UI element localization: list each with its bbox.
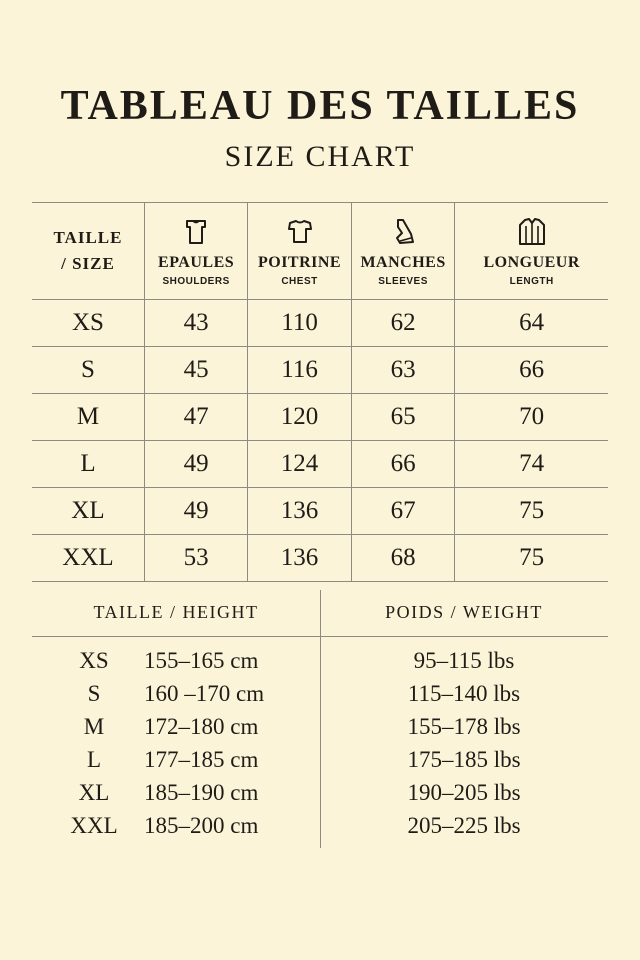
- shoulders-cell: 49: [144, 488, 247, 535]
- sleeves-column-header: [351, 203, 455, 300]
- chest-label-fr: POITRINE: [257, 253, 342, 271]
- sleeves-label-en: SLEEVES: [378, 275, 428, 287]
- table-row: [32, 300, 608, 347]
- size-header-line2: / SIZE: [61, 254, 115, 273]
- shoulders-column-header: [144, 203, 247, 300]
- chest-cell: 120: [248, 394, 352, 441]
- height-range: 185–190 cm: [144, 780, 259, 805]
- length-cell: 75: [455, 535, 608, 582]
- page-title: TABLEAU DES TAILLES: [60, 83, 580, 129]
- shoulders-cell: 43: [144, 300, 247, 347]
- weight-range: 155–178 lbs: [407, 714, 521, 739]
- page-subtitle: SIZE CHART: [224, 140, 416, 173]
- shoulders-cell: 45: [144, 347, 247, 394]
- shoulders-label-en: SHOULDERS: [162, 275, 230, 287]
- size-cell: L: [32, 441, 144, 488]
- jacket-length-icon: [516, 216, 548, 248]
- weight-range: 205–225 lbs: [407, 813, 521, 838]
- chest-column-header: [248, 203, 352, 300]
- weight-range: 190–205 lbs: [407, 780, 521, 805]
- tshirt-chest-icon: [284, 216, 316, 248]
- table-header-row: [32, 203, 608, 300]
- table-row: [32, 488, 608, 535]
- hw-size-label: XS: [79, 648, 109, 673]
- sleeves-cell: 66: [351, 441, 455, 488]
- table-row: [32, 347, 608, 394]
- sleeve-icon: [387, 216, 419, 248]
- chest-cell: 116: [248, 347, 352, 394]
- weight-range: 175–185 lbs: [407, 747, 521, 772]
- length-cell: 70: [455, 394, 608, 441]
- size-table: [32, 202, 608, 582]
- chest-cell: 136: [248, 488, 352, 535]
- height-range: 172–180 cm: [144, 714, 259, 739]
- table-row: [32, 394, 608, 441]
- hw-size-label: XL: [78, 780, 110, 805]
- size-cell: M: [32, 394, 144, 441]
- size-cell: S: [32, 347, 144, 394]
- table-row: [32, 441, 608, 488]
- length-label-en: LENGTH: [509, 275, 554, 287]
- table-row: [32, 535, 608, 582]
- shoulders-cell: 53: [144, 535, 247, 582]
- height-range: 177–185 cm: [144, 747, 259, 772]
- sleeves-label-fr: MANCHES: [360, 253, 446, 271]
- weight-range: 95–115 lbs: [413, 648, 515, 673]
- hw-size-label: L: [86, 747, 102, 772]
- chest-cell: 124: [248, 441, 352, 488]
- weight-range: 115–140 lbs: [407, 681, 521, 706]
- hw-size-label: M: [83, 714, 105, 739]
- shoulders-cell: 49: [144, 441, 247, 488]
- height-range: 185–200 cm: [144, 813, 259, 838]
- chest-cell: 136: [248, 535, 352, 582]
- sleeves-cell: 68: [351, 535, 455, 582]
- size-column-header: [32, 203, 144, 300]
- shoulders-label-fr: EPAULES: [158, 253, 235, 271]
- shoulders-cell: 47: [144, 394, 247, 441]
- length-cell: 64: [455, 300, 608, 347]
- length-cell: 66: [455, 347, 608, 394]
- size-header-line1: TAILLE: [53, 228, 123, 247]
- height-header: TAILLE / HEIGHT: [93, 602, 259, 622]
- sleeves-cell: 63: [351, 347, 455, 394]
- weight-header: POIDS / WEIGHT: [385, 602, 543, 622]
- chest-cell: 110: [248, 300, 352, 347]
- height-weight-section: [32, 590, 608, 848]
- height-range: 160 –170 cm: [144, 681, 265, 706]
- hw-size-label: XXL: [70, 813, 118, 838]
- hw-size-label: S: [87, 681, 101, 706]
- length-cell: 75: [455, 488, 608, 535]
- shirt-shoulders-icon: [180, 216, 212, 248]
- length-cell: 74: [455, 441, 608, 488]
- size-cell: XS: [32, 300, 144, 347]
- length-column-header: [455, 203, 608, 300]
- sleeves-cell: 62: [351, 300, 455, 347]
- sleeves-cell: 65: [351, 394, 455, 441]
- header-divider: [32, 636, 608, 637]
- chest-label-en: CHEST: [281, 275, 318, 287]
- size-cell: XL: [32, 488, 144, 535]
- size-cell: XXL: [32, 535, 144, 582]
- height-range: 155–165 cm: [144, 648, 259, 673]
- length-label-fr: LONGUEUR: [483, 253, 580, 271]
- sleeves-cell: 67: [351, 488, 455, 535]
